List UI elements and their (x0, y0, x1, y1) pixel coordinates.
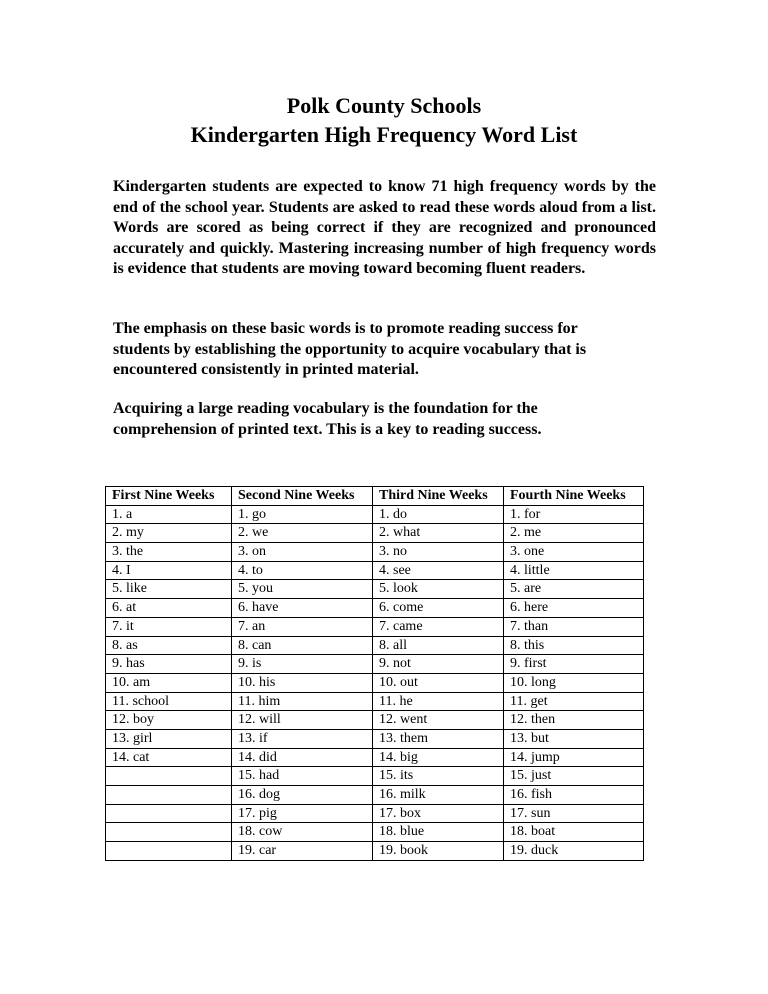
word-cell: 15. had (232, 767, 373, 786)
table-row (106, 655, 644, 674)
table-row (106, 505, 644, 524)
word-table-body (106, 505, 644, 860)
word-cell: 12. will (232, 711, 373, 730)
table-row (106, 543, 644, 562)
table-row (106, 692, 644, 711)
word-cell: 3. one (504, 543, 644, 562)
table-row (106, 617, 644, 636)
header-fourth-nine-weeks: Fourth Nine Weeks (504, 487, 644, 506)
table-row (106, 804, 644, 823)
word-cell: 1. go (232, 505, 373, 524)
word-cell (106, 823, 232, 842)
word-cell (106, 786, 232, 805)
table-row (106, 561, 644, 580)
word-cell: 11. him (232, 692, 373, 711)
word-cell: 14. jump (504, 748, 644, 767)
word-cell: 6. here (504, 599, 644, 618)
word-cell: 1. a (106, 505, 232, 524)
word-cell: 5. look (373, 580, 504, 599)
word-cell: 11. get (504, 692, 644, 711)
word-cell: 5. like (106, 580, 232, 599)
word-cell: 4. little (504, 561, 644, 580)
word-cell (106, 767, 232, 786)
table-row (106, 729, 644, 748)
word-cell: 9. is (232, 655, 373, 674)
word-cell: 19. book (373, 842, 504, 861)
word-cell: 7. it (106, 617, 232, 636)
word-cell: 15. just (504, 767, 644, 786)
word-cell: 5. you (232, 580, 373, 599)
word-cell: 17. box (373, 804, 504, 823)
word-cell: 8. this (504, 636, 644, 655)
emphasis-line: students by establishing the opportunity to acquire vocabulary that is (113, 340, 587, 358)
word-cell: 12. went (373, 711, 504, 730)
word-cell: 13. but (504, 729, 644, 748)
table-row (106, 636, 644, 655)
table-row (106, 767, 644, 786)
word-cell: 9. has (106, 655, 232, 674)
header-third-nine-weeks: Third Nine Weeks (373, 487, 504, 506)
header-first-nine-weeks: First Nine Weeks (106, 487, 232, 506)
word-cell: 12. boy (106, 711, 232, 730)
word-cell: 18. boat (504, 823, 644, 842)
emphasis-line: The emphasis on these basic words is to promote reading success for (113, 320, 578, 337)
header-second-nine-weeks: Second Nine Weeks (232, 487, 373, 506)
word-cell: 11. he (373, 692, 504, 711)
emphasis-line: encountered consistently in printed material. (113, 361, 419, 378)
word-cell: 1. for (504, 505, 644, 524)
word-cell: 6. at (106, 599, 232, 618)
table-row (106, 524, 644, 543)
word-cell: 5. are (504, 580, 644, 599)
word-cell: 1. do (373, 505, 504, 524)
word-cell: 16. dog (232, 786, 373, 805)
word-cell: 8. as (106, 636, 232, 655)
word-cell: 18. cow (232, 823, 373, 842)
word-cell: 2. what (373, 524, 504, 543)
vocabulary-line: Acquiring a large reading vocabulary is the foundation for the (113, 400, 538, 417)
word-cell: 3. the (106, 543, 232, 562)
table-row (106, 823, 644, 842)
word-cell: 11. school (106, 692, 232, 711)
word-cell: 13. if (232, 729, 373, 748)
page-title: Polk County Schools (286, 93, 482, 118)
word-cell: 13. them (373, 729, 504, 748)
word-cell: 4. I (106, 561, 232, 580)
word-cell: 15. its (373, 767, 504, 786)
word-cell: 14. big (373, 748, 504, 767)
word-list-table (105, 486, 644, 861)
word-cell: 12. then (504, 711, 644, 730)
word-cell: 7. than (504, 617, 644, 636)
table-row (106, 842, 644, 861)
word-cell: 17. sun (504, 804, 644, 823)
word-cell: 16. milk (373, 786, 504, 805)
vocabulary-paragraph (113, 399, 656, 440)
word-cell: 2. me (504, 524, 644, 543)
word-cell: 9. not (373, 655, 504, 674)
word-cell: 2. my (106, 524, 232, 543)
intro-paragraph: Kindergarten students are expected to know 71 high frequency words by the end of the school year. Students are asked to read these words aloud from a list. Words are scored as being correct if they are recognized and pronounced accurately and quickly. Mastering increasing number of high frequency words is evidence that students are moving toward becoming fluent readers. (113, 178, 656, 277)
word-cell (106, 804, 232, 823)
word-cell: 4. to (232, 561, 373, 580)
word-cell: 19. car (232, 842, 373, 861)
word-cell: 16. fish (504, 786, 644, 805)
word-cell: 2. we (232, 524, 373, 543)
table-row (106, 748, 644, 767)
table-row (106, 580, 644, 599)
emphasis-paragraph (113, 319, 656, 381)
word-cell: 19. duck (504, 842, 644, 861)
word-cell: 8. can (232, 636, 373, 655)
word-cell: 14. cat (106, 748, 232, 767)
word-cell: 3. on (232, 543, 373, 562)
word-cell: 13. girl (106, 729, 232, 748)
word-cell: 7. came (373, 617, 504, 636)
word-cell: 6. come (373, 599, 504, 618)
word-cell: 17. pig (232, 804, 373, 823)
word-cell: 14. did (232, 748, 373, 767)
page-subtitle: Kindergarten High Frequency Word List (190, 122, 578, 147)
vocabulary-line: comprehension of printed text. This is a key to reading success. (113, 420, 542, 438)
word-cell: 10. out (373, 673, 504, 692)
table-header-row (106, 487, 644, 506)
word-cell: 6. have (232, 599, 373, 618)
table-row (106, 786, 644, 805)
word-cell: 4. see (373, 561, 504, 580)
table-row (106, 711, 644, 730)
word-cell: 7. an (232, 617, 373, 636)
word-cell: 10. long (504, 673, 644, 692)
word-cell: 3. no (373, 543, 504, 562)
table-row (106, 673, 644, 692)
word-cell (106, 842, 232, 861)
table-row (106, 599, 644, 618)
word-cell: 8. all (373, 636, 504, 655)
word-cell: 10. his (232, 673, 373, 692)
word-cell: 9. first (504, 655, 644, 674)
word-cell: 18. blue (373, 823, 504, 842)
word-cell: 10. am (106, 673, 232, 692)
